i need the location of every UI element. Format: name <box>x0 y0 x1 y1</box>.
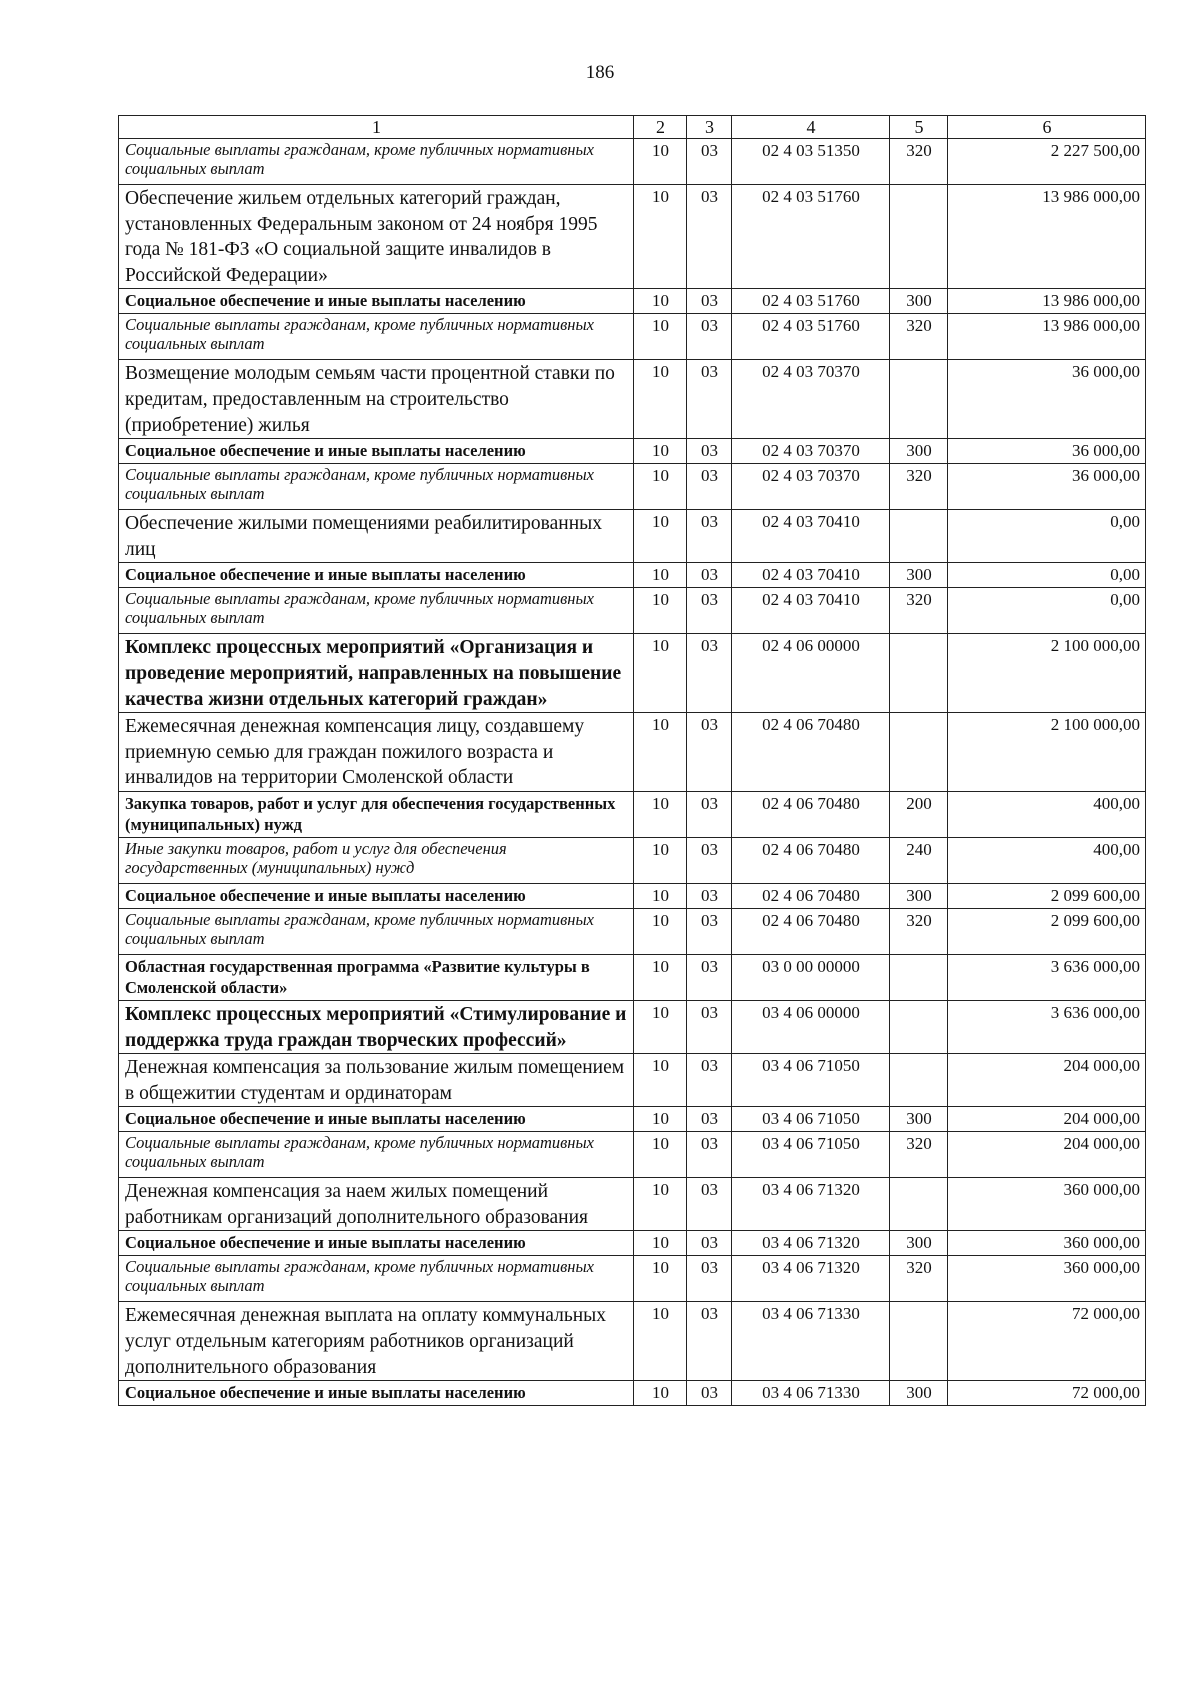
target-article-cell: 02 4 06 70480 <box>732 908 890 954</box>
table-row <box>119 1054 1146 1107</box>
amount-cell: 204 000,00 <box>948 1054 1146 1107</box>
table-row <box>119 713 1146 792</box>
description-cell: Областная государственная программа «Развитие культуры в Смоленской области» <box>119 954 634 1000</box>
subsection-cell: 03 <box>687 908 732 954</box>
section-cell: 10 <box>634 289 687 314</box>
table-row <box>119 360 1146 439</box>
table-row <box>119 1231 1146 1256</box>
description-cell: Ежемесячная денежная компенсация лицу, создавшему приемную семью для граждан пожилого возраста и инвалидов на территории Смоленской области <box>119 713 634 792</box>
target-article-cell: 02 4 03 51350 <box>732 139 890 185</box>
amount-cell: 204 000,00 <box>948 1132 1146 1178</box>
expense-type-cell <box>890 1054 948 1107</box>
table-row <box>119 139 1146 185</box>
target-article-cell: 03 4 06 71330 <box>732 1302 890 1381</box>
header-cell-2: 2 <box>634 116 687 139</box>
section-cell: 10 <box>634 464 687 510</box>
budget-table <box>118 115 1146 1406</box>
target-article-cell: 02 4 03 70370 <box>732 464 890 510</box>
target-article-cell: 02 4 03 70410 <box>732 563 890 588</box>
section-cell: 10 <box>634 1381 687 1406</box>
description-cell: Социальные выплаты гражданам, кроме публичных нормативных социальных выплат <box>119 1256 634 1302</box>
amount-cell: 2 100 000,00 <box>948 713 1146 792</box>
target-article-cell: 02 4 03 51760 <box>732 185 890 289</box>
expense-type-cell <box>890 510 948 563</box>
target-article-cell: 03 4 06 71320 <box>732 1178 890 1231</box>
description-cell: Социальные выплаты гражданам, кроме публичных нормативных социальных выплат <box>119 139 634 185</box>
subsection-cell: 03 <box>687 883 732 908</box>
amount-cell: 3 636 000,00 <box>948 954 1146 1000</box>
target-article-cell: 02 4 06 70480 <box>732 837 890 883</box>
section-cell: 10 <box>634 314 687 360</box>
subsection-cell: 03 <box>687 588 732 634</box>
target-article-cell: 02 4 06 70480 <box>732 713 890 792</box>
section-cell: 10 <box>634 883 687 908</box>
table-row <box>119 1381 1146 1406</box>
amount-cell: 204 000,00 <box>948 1107 1146 1132</box>
description-cell: Социальное обеспечение и иные выплаты населению <box>119 1231 634 1256</box>
expense-type-cell: 200 <box>890 791 948 837</box>
table-row <box>119 1302 1146 1381</box>
amount-cell: 400,00 <box>948 837 1146 883</box>
section-cell: 10 <box>634 510 687 563</box>
subsection-cell: 03 <box>687 185 732 289</box>
table-row <box>119 588 1146 634</box>
description-cell: Социальные выплаты гражданам, кроме публичных нормативных социальных выплат <box>119 314 634 360</box>
table-row <box>119 1132 1146 1178</box>
expense-type-cell: 320 <box>890 314 948 360</box>
description-cell: Социальные выплаты гражданам, кроме публичных нормативных социальных выплат <box>119 464 634 510</box>
section-cell: 10 <box>634 1231 687 1256</box>
section-cell: 10 <box>634 563 687 588</box>
amount-cell: 0,00 <box>948 563 1146 588</box>
expense-type-cell: 300 <box>890 1381 948 1406</box>
section-cell: 10 <box>634 954 687 1000</box>
amount-cell: 0,00 <box>948 510 1146 563</box>
expense-type-cell: 320 <box>890 464 948 510</box>
target-article-cell: 03 0 00 00000 <box>732 954 890 1000</box>
description-cell: Денежная компенсация за пользование жилым помещением в общежитии студентам и ординаторам <box>119 1054 634 1107</box>
section-cell: 10 <box>634 1132 687 1178</box>
header-cell-5: 5 <box>890 116 948 139</box>
expense-type-cell <box>890 1000 948 1053</box>
expense-type-cell: 320 <box>890 588 948 634</box>
description-cell: Социальное обеспечение и иные выплаты населению <box>119 1107 634 1132</box>
target-article-cell: 03 4 06 71320 <box>732 1256 890 1302</box>
expense-type-cell: 320 <box>890 908 948 954</box>
amount-cell: 36 000,00 <box>948 464 1146 510</box>
description-cell: Обеспечение жильем отдельных категорий граждан, установленных Федеральным законом от 24 ноября 1995 года № 181-ФЗ «О социальной защите инвалидов в Российской Федерации» <box>119 185 634 289</box>
amount-cell: 72 000,00 <box>948 1381 1146 1406</box>
section-cell: 10 <box>634 1256 687 1302</box>
table-row <box>119 908 1146 954</box>
table-header-row <box>119 116 1146 139</box>
header-cell-3: 3 <box>687 116 732 139</box>
section-cell: 10 <box>634 360 687 439</box>
description-cell: Социальные выплаты гражданам, кроме публичных нормативных социальных выплат <box>119 1132 634 1178</box>
target-article-cell: 03 4 06 00000 <box>732 1000 890 1053</box>
amount-cell: 2 227 500,00 <box>948 139 1146 185</box>
subsection-cell: 03 <box>687 360 732 439</box>
description-cell: Социальное обеспечение и иные выплаты населению <box>119 439 634 464</box>
subsection-cell: 03 <box>687 1054 732 1107</box>
expense-type-cell: 240 <box>890 837 948 883</box>
subsection-cell: 03 <box>687 439 732 464</box>
target-article-cell: 03 4 06 71050 <box>732 1054 890 1107</box>
subsection-cell: 03 <box>687 1231 732 1256</box>
target-article-cell: 02 4 03 51760 <box>732 289 890 314</box>
expense-type-cell: 300 <box>890 289 948 314</box>
description-cell: Денежная компенсация за наем жилых помещений работникам организаций дополнительного образования <box>119 1178 634 1231</box>
description-cell: Возмещение молодым семьям части процентной ставки по кредитам, предоставленным на строительство (приобретение) жилья <box>119 360 634 439</box>
description-cell: Комплекс процессных мероприятий «Стимулирование и поддержка труда граждан творческих профессий» <box>119 1000 634 1053</box>
subsection-cell: 03 <box>687 1381 732 1406</box>
target-article-cell: 03 4 06 71320 <box>732 1231 890 1256</box>
target-article-cell: 02 4 03 51760 <box>732 314 890 360</box>
table-row <box>119 1256 1146 1302</box>
expense-type-cell: 300 <box>890 439 948 464</box>
subsection-cell: 03 <box>687 139 732 185</box>
description-cell: Социальные выплаты гражданам, кроме публичных нормативных социальных выплат <box>119 908 634 954</box>
expense-type-cell <box>890 185 948 289</box>
subsection-cell: 03 <box>687 1107 732 1132</box>
amount-cell: 72 000,00 <box>948 1302 1146 1381</box>
amount-cell: 0,00 <box>948 588 1146 634</box>
amount-cell: 36 000,00 <box>948 439 1146 464</box>
amount-cell: 2 100 000,00 <box>948 634 1146 713</box>
amount-cell: 13 986 000,00 <box>948 289 1146 314</box>
expense-type-cell <box>890 1178 948 1231</box>
amount-cell: 3 636 000,00 <box>948 1000 1146 1053</box>
section-cell: 10 <box>634 1178 687 1231</box>
table-row <box>119 563 1146 588</box>
section-cell: 10 <box>634 791 687 837</box>
subsection-cell: 03 <box>687 1178 732 1231</box>
expense-type-cell: 320 <box>890 1132 948 1178</box>
expense-type-cell <box>890 634 948 713</box>
table-row <box>119 634 1146 713</box>
target-article-cell: 02 4 06 70480 <box>732 791 890 837</box>
description-cell: Социальное обеспечение и иные выплаты населению <box>119 563 634 588</box>
subsection-cell: 03 <box>687 314 732 360</box>
description-cell: Социальное обеспечение и иные выплаты населению <box>119 883 634 908</box>
description-cell: Закупка товаров, работ и услуг для обеспечения государственных (муниципальных) нужд <box>119 791 634 837</box>
table-row <box>119 1107 1146 1132</box>
subsection-cell: 03 <box>687 1302 732 1381</box>
header-cell-6: 6 <box>948 116 1146 139</box>
target-article-cell: 02 4 03 70370 <box>732 360 890 439</box>
target-article-cell: 03 4 06 71050 <box>732 1107 890 1132</box>
expense-type-cell <box>890 1302 948 1381</box>
header-cell-4: 4 <box>732 116 890 139</box>
expense-type-cell: 300 <box>890 1231 948 1256</box>
table-row <box>119 1000 1146 1053</box>
table-row <box>119 510 1146 563</box>
subsection-cell: 03 <box>687 1000 732 1053</box>
subsection-cell: 03 <box>687 954 732 1000</box>
section-cell: 10 <box>634 1107 687 1132</box>
amount-cell: 13 986 000,00 <box>948 185 1146 289</box>
amount-cell: 400,00 <box>948 791 1146 837</box>
target-article-cell: 02 4 06 70480 <box>732 883 890 908</box>
subsection-cell: 03 <box>687 837 732 883</box>
amount-cell: 36 000,00 <box>948 360 1146 439</box>
section-cell: 10 <box>634 837 687 883</box>
table-row <box>119 289 1146 314</box>
subsection-cell: 03 <box>687 713 732 792</box>
table-row <box>119 954 1146 1000</box>
section-cell: 10 <box>634 713 687 792</box>
expense-type-cell <box>890 360 948 439</box>
expense-type-cell: 300 <box>890 563 948 588</box>
description-cell: Социальное обеспечение и иные выплаты населению <box>119 289 634 314</box>
amount-cell: 2 099 600,00 <box>948 883 1146 908</box>
target-article-cell: 02 4 06 00000 <box>732 634 890 713</box>
section-cell: 10 <box>634 1000 687 1053</box>
expense-type-cell: 300 <box>890 1107 948 1132</box>
subsection-cell: 03 <box>687 1256 732 1302</box>
section-cell: 10 <box>634 634 687 713</box>
description-cell: Обеспечение жилыми помещениями реабилитированных лиц <box>119 510 634 563</box>
amount-cell: 360 000,00 <box>948 1178 1146 1231</box>
target-article-cell: 02 4 03 70370 <box>732 439 890 464</box>
expense-type-cell <box>890 713 948 792</box>
section-cell: 10 <box>634 908 687 954</box>
description-cell: Комплекс процессных мероприятий «Организация и проведение мероприятий, направленных на повышение качества жизни отдельных категорий граждан» <box>119 634 634 713</box>
target-article-cell: 03 4 06 71050 <box>732 1132 890 1178</box>
amount-cell: 360 000,00 <box>948 1231 1146 1256</box>
subsection-cell: 03 <box>687 634 732 713</box>
amount-cell: 13 986 000,00 <box>948 314 1146 360</box>
expense-type-cell <box>890 954 948 1000</box>
target-article-cell: 03 4 06 71330 <box>732 1381 890 1406</box>
table-row <box>119 439 1146 464</box>
section-cell: 10 <box>634 588 687 634</box>
subsection-cell: 03 <box>687 289 732 314</box>
subsection-cell: 03 <box>687 1132 732 1178</box>
page-number: 186 <box>585 62 615 83</box>
description-cell: Иные закупки товаров, работ и услуг для обеспечения государственных (муниципальных) нужд <box>119 837 634 883</box>
subsection-cell: 03 <box>687 464 732 510</box>
header-cell-1: 1 <box>119 116 634 139</box>
expense-type-cell: 300 <box>890 883 948 908</box>
section-cell: 10 <box>634 185 687 289</box>
amount-cell: 2 099 600,00 <box>948 908 1146 954</box>
section-cell: 10 <box>634 1302 687 1381</box>
table-row <box>119 185 1146 289</box>
description-cell: Ежемесячная денежная выплата на оплату коммунальных услуг отдельным категориям работников организаций дополнительного образования <box>119 1302 634 1381</box>
section-cell: 10 <box>634 439 687 464</box>
section-cell: 10 <box>634 1054 687 1107</box>
description-cell: Социальные выплаты гражданам, кроме публичных нормативных социальных выплат <box>119 588 634 634</box>
amount-cell: 360 000,00 <box>948 1256 1146 1302</box>
table-row <box>119 791 1146 837</box>
section-cell: 10 <box>634 139 687 185</box>
expense-type-cell: 320 <box>890 139 948 185</box>
subsection-cell: 03 <box>687 563 732 588</box>
subsection-cell: 03 <box>687 791 732 837</box>
subsection-cell: 03 <box>687 510 732 563</box>
table-row <box>119 314 1146 360</box>
table-row <box>119 1178 1146 1231</box>
description-cell: Социальное обеспечение и иные выплаты населению <box>119 1381 634 1406</box>
target-article-cell: 02 4 03 70410 <box>732 588 890 634</box>
table-row <box>119 464 1146 510</box>
table-row <box>119 837 1146 883</box>
target-article-cell: 02 4 03 70410 <box>732 510 890 563</box>
table-row <box>119 883 1146 908</box>
expense-type-cell: 320 <box>890 1256 948 1302</box>
